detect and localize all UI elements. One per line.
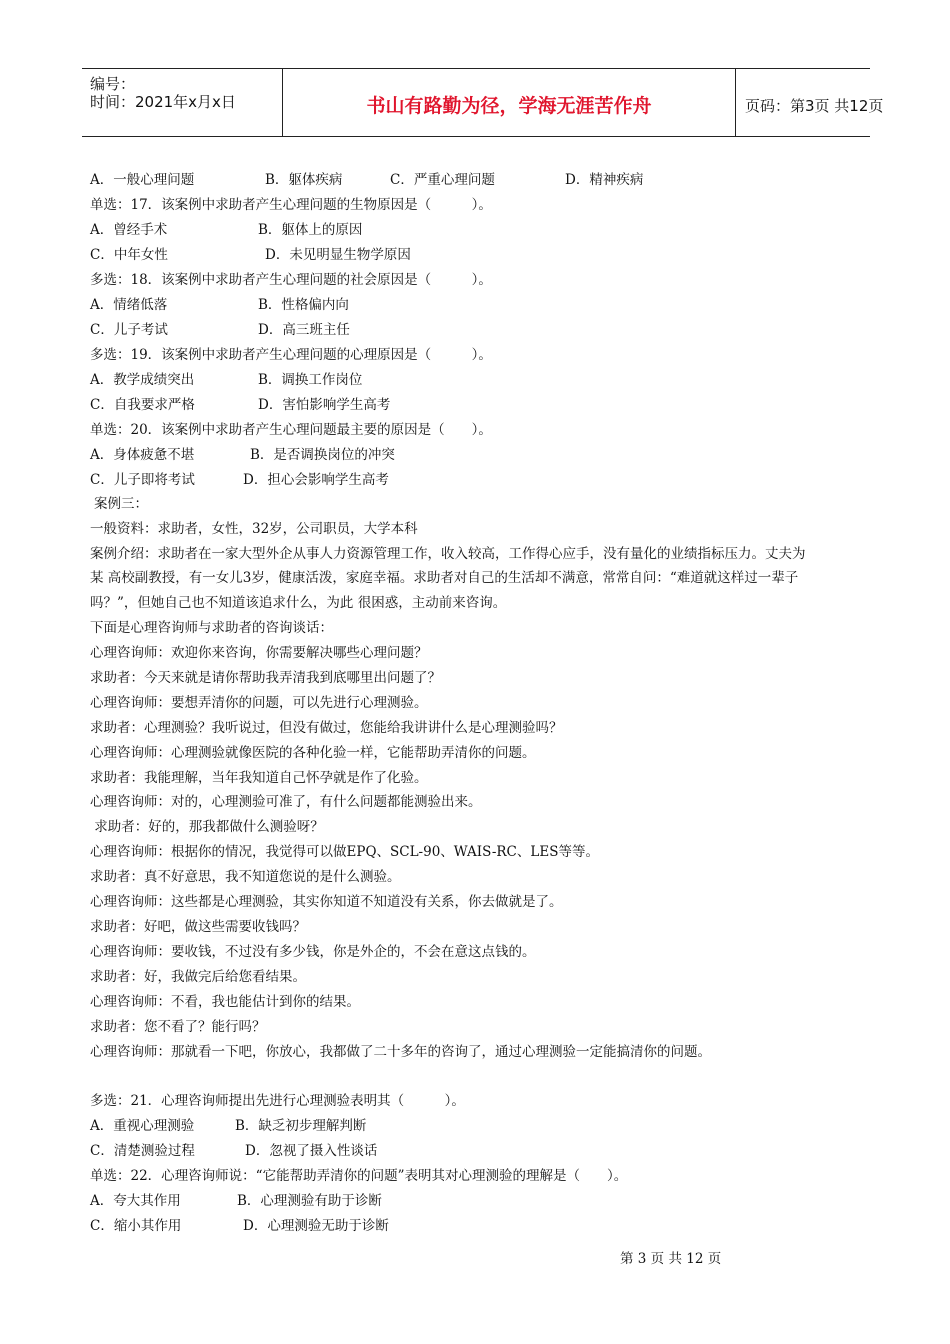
dialogue-line: 心理咨询师：对的，心理测验可准了，有什么问题都能测验出来。 [90,794,482,810]
q16-option-d: D．精神疾病 [565,172,644,188]
header-right-cell [735,69,884,136]
q22-option-a: A．夸大其作用 [90,1193,181,1209]
dialogue-line: 求助者：今天来就是请你帮助我弄清我到底哪里出问题了？ [90,670,441,686]
q16-option-c: C．严重心理问题 [390,172,495,188]
q21-option-b: B．缺乏初步理解判断 [235,1118,367,1134]
q21-option-c: C．清楚测验过程 [90,1143,195,1159]
q17-option-d: D．未见明显生物学原因 [265,247,411,263]
q18-stem: 多选：18．该案例中求助者产生心理问题的社会原因是（ ）。 [90,272,492,288]
q17-option-c: C．中年女性 [90,247,168,263]
dialogue-line: 求助者：好，我做完后给您看结果。 [90,969,306,985]
dialogue-line: 心理咨询师：心理测验就像医院的各种化验一样，它能帮助弄清你的问题。 [90,745,536,761]
q18-option-b: B．性格偏内向 [258,297,349,313]
q20-option-d: D．担心会影响学生高考 [243,472,389,488]
q19-option-c: C．自我要求严格 [90,397,195,413]
q20-option-a: A．身体疲惫不堪 [90,447,195,463]
dialogue-line: 求助者：好吧，做这些需要收钱吗？ [90,919,306,935]
case-intro-line-3: 吗？”，但她自己也不知道该追求什么，为此 很困惑，主动前来咨询。 [90,595,507,611]
q17-stem: 单选：17．该案例中求助者产生心理问题的生物原因是（ ）。 [90,197,492,213]
q18-option-c: C．儿子考试 [90,322,168,338]
dialogue-line: 心理咨询师：这些都是心理测验，其实你知道不知道没有关系，你去做就是了。 [90,894,563,910]
q22-stem: 单选：22．心理咨询师说：“它能帮助弄清你的问题”表明其对心理测验的理解是（ ）。 [90,1168,628,1184]
q19-option-a: A．教学成绩突出 [90,372,195,388]
header-page-indicator: 页码：第3页 共12页 [745,97,884,115]
dialogue-line: 心理咨询师：欢迎你来咨询，你需要解决哪些心理问题？ [90,645,428,661]
q18-option-d: D．高三班主任 [258,322,350,338]
q21-option-a: A．重视心理测验 [90,1118,195,1134]
q17-option-a: A．曾经手术 [90,222,168,238]
header-motto: 书山有路勤为径，学海无涯苦作舟 [366,95,652,117]
header-left-cell [82,69,282,136]
dialogue-line: 求助者：心理测验？我听说过，但没有做过，您能给我讲讲什么是心理测验吗？ [90,720,563,736]
q20-option-c: C．儿子即将考试 [90,472,195,488]
q19-option-d: D．害怕影响学生高考 [258,397,391,413]
q20-stem: 单选：20．该案例中求助者产生心理问题最主要的原因是（ ）。 [90,422,492,438]
q21-stem: 多选：21．心理咨询师提出先进行心理测验表明其（ ）。 [90,1093,465,1109]
dialogue-line: 求助者：我能理解，当年我知道自己怀孕就是作了化验。 [90,770,428,786]
case-intro-line-1: 案例介绍：求助者在一家大型外企从事人力资源管理工作，收入较高，工作得心应手，没有量化的业绩指标压力。丈夫为 [90,546,806,562]
case-title: 案例三： [94,496,148,512]
page-header [82,68,884,137]
dialogue-line: 心理咨询师：那就看一下吧，你放心，我都做了二十多年的咨询了，通过心理测验一定能搞清你的问题。 [90,1044,711,1060]
dialogue-line: 求助者：好的，那我都做什么测验呀？ [90,819,324,835]
date-label: 时间：2021年x月x日 [90,93,236,111]
dialogue-line: 求助者：真不好意思，我不知道您说的是什么测验。 [90,869,401,885]
header-middle-cell [282,69,736,136]
q22-option-d: D．心理测验无助于诊断 [243,1218,389,1234]
case-intro-line-2: 某 高校副教授，有一女儿3岁，健康活泼，家庭幸福。求助者对自己的生活却不满意，常常自问：“难道就这样过一辈子 [90,570,799,586]
general-info: 一般资料：求助者，女性，32岁，公司职员，大学本科 [90,521,418,537]
q16-option-a: A．一般心理问题 [90,172,195,188]
dialogue-line: 心理咨询师：根据你的情况，我觉得可以做EPQ、SCL-90、WAIS-RC、LES等等。 [90,844,599,860]
q22-option-c: C．缩小其作用 [90,1218,182,1234]
q19-option-b: B．调换工作岗位 [258,372,363,388]
q22-option-b: B．心理测验有助于诊断 [237,1193,382,1209]
q16-option-b: B．躯体疾病 [265,172,343,188]
dialogue-intro: 下面是心理咨询师与求助者的咨询谈话： [90,620,333,636]
document-number-label: 编号： [90,75,136,93]
dialogue-line: 求助者：您不看了？能行吗？ [90,1019,266,1035]
q21-option-d: D．忽视了摄入性谈话 [245,1143,378,1159]
dialogue-line: 心理咨询师：要收钱，不过没有多少钱，你是外企的，不会在意这点钱的。 [90,944,536,960]
q18-option-a: A．情绪低落 [90,297,168,313]
q20-option-b: B．是否调换岗位的冲突 [250,447,395,463]
q17-option-b: B．躯体上的原因 [258,222,363,238]
q19-stem: 多选：19．该案例中求助者产生心理问题的心理原因是（ ）。 [90,347,492,363]
page-footer: 第 3 页 共 12 页 [620,1251,722,1267]
dialogue-line: 心理咨询师：不看，我也能估计到你的结果。 [90,994,360,1010]
dialogue-line: 心理咨询师：要想弄清你的问题，可以先进行心理测验。 [90,695,428,711]
